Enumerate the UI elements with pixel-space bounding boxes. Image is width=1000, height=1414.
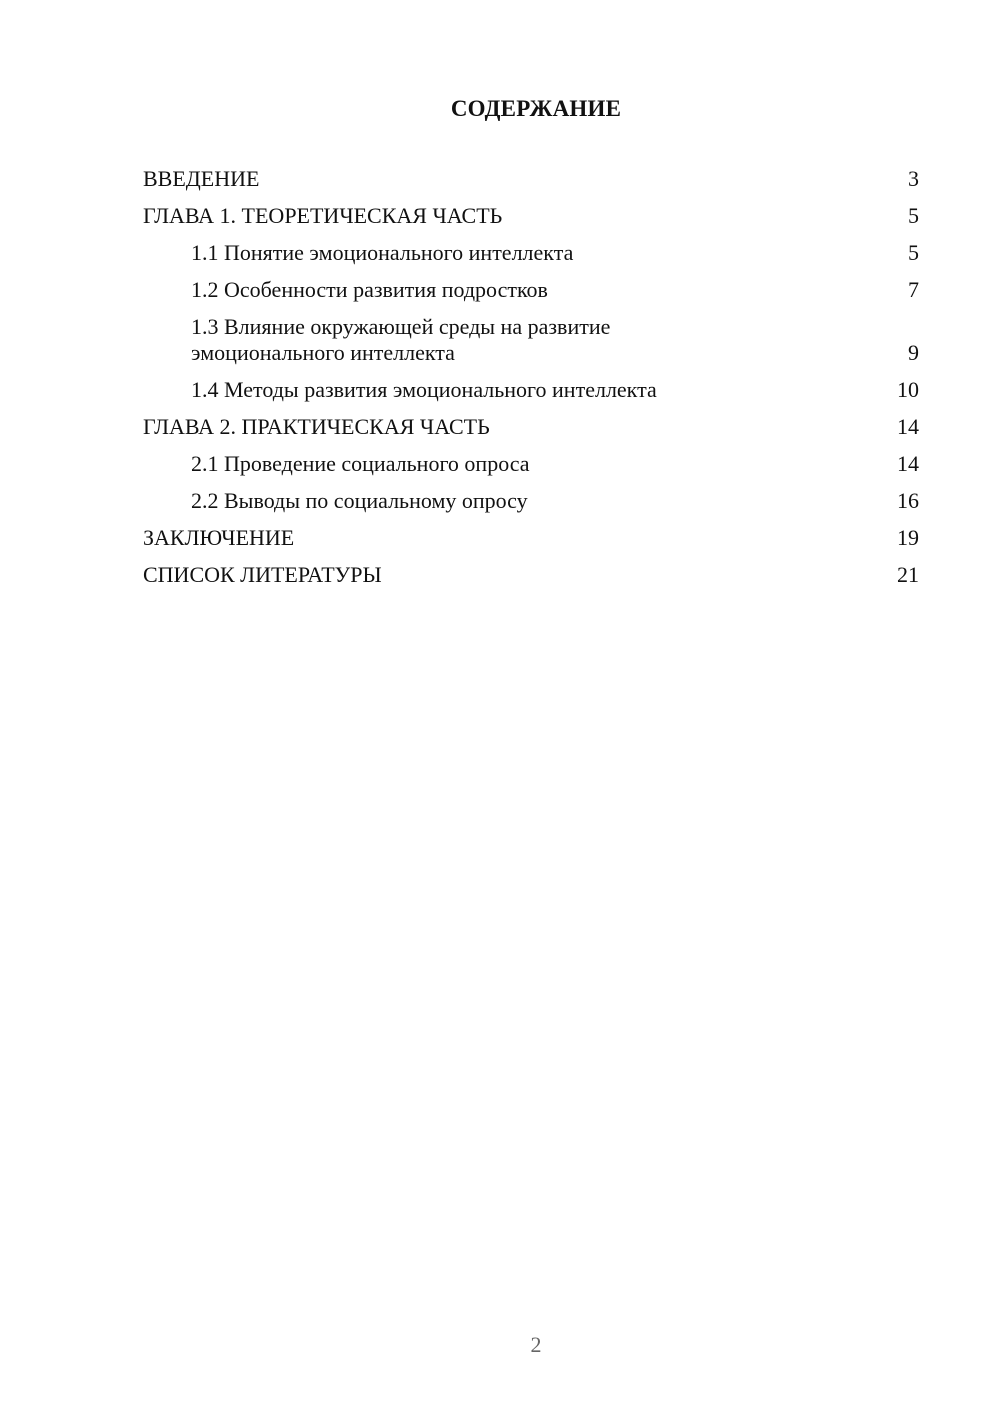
toc-entry-page: 9	[908, 340, 919, 365]
page-number: 2	[530, 1332, 542, 1357]
toc-entry-section-1-1[interactable]	[143, 240, 919, 266]
toc-entry-text: 1.3 Влияние окружающей среды на развитие эмоционального интеллекта	[191, 314, 611, 365]
toc-entry-section-1-3[interactable]	[143, 314, 919, 366]
toc-entry-text: 2.2 Выводы по социальному опросу	[191, 488, 528, 513]
toc-entry-text: 2.1 Проведение социального опроса	[191, 451, 530, 476]
toc-entry-chapter-1[interactable]	[143, 203, 919, 229]
toc-entry-chapter-2[interactable]	[143, 414, 919, 440]
toc-entry-references[interactable]	[143, 562, 919, 588]
toc-entry-page: 16	[897, 488, 919, 513]
toc-entry-text: ГЛАВА 1. ТЕОРЕТИЧЕСКАЯ ЧАСТЬ	[143, 203, 503, 228]
toc-entry-page: 14	[897, 414, 919, 439]
toc-entry-page: 21	[897, 562, 919, 587]
toc-entry-page: 7	[908, 277, 919, 302]
toc-entry-text: ЗАКЛЮЧЕНИЕ	[143, 525, 295, 550]
toc-entry-text: ВВЕДЕНИЕ	[143, 166, 260, 191]
toc-entry-text: ГЛАВА 2. ПРАКТИЧЕСКАЯ ЧАСТЬ	[143, 414, 490, 439]
toc-entry-conclusion[interactable]	[143, 525, 919, 551]
toc-entry-text: 1.4 Методы развития эмоционального интеллекта	[191, 377, 657, 402]
table-of-contents	[143, 166, 919, 599]
toc-title: СОДЕРЖАНИЕ	[450, 96, 622, 121]
toc-entry-page: 14	[897, 451, 919, 476]
toc-entry-page: 5	[908, 240, 919, 265]
toc-entry-page: 5	[908, 203, 919, 228]
toc-entry-text: СПИСОК ЛИТЕРАТУРЫ	[143, 562, 382, 587]
toc-entry-section-2-2[interactable]	[143, 488, 919, 514]
toc-entry-page: 3	[908, 166, 919, 191]
toc-entry-section-2-1[interactable]	[143, 451, 919, 477]
toc-entry-text: 1.1 Понятие эмоционального интеллекта	[191, 240, 574, 265]
toc-entry-section-1-4[interactable]	[143, 377, 919, 403]
toc-entry-section-1-2[interactable]	[143, 277, 919, 303]
toc-entry-text: 1.2 Особенности развития подростков	[191, 277, 548, 302]
toc-entry-introduction[interactable]	[143, 166, 919, 192]
toc-entry-page: 10	[897, 377, 919, 402]
toc-entry-page: 19	[897, 525, 919, 550]
